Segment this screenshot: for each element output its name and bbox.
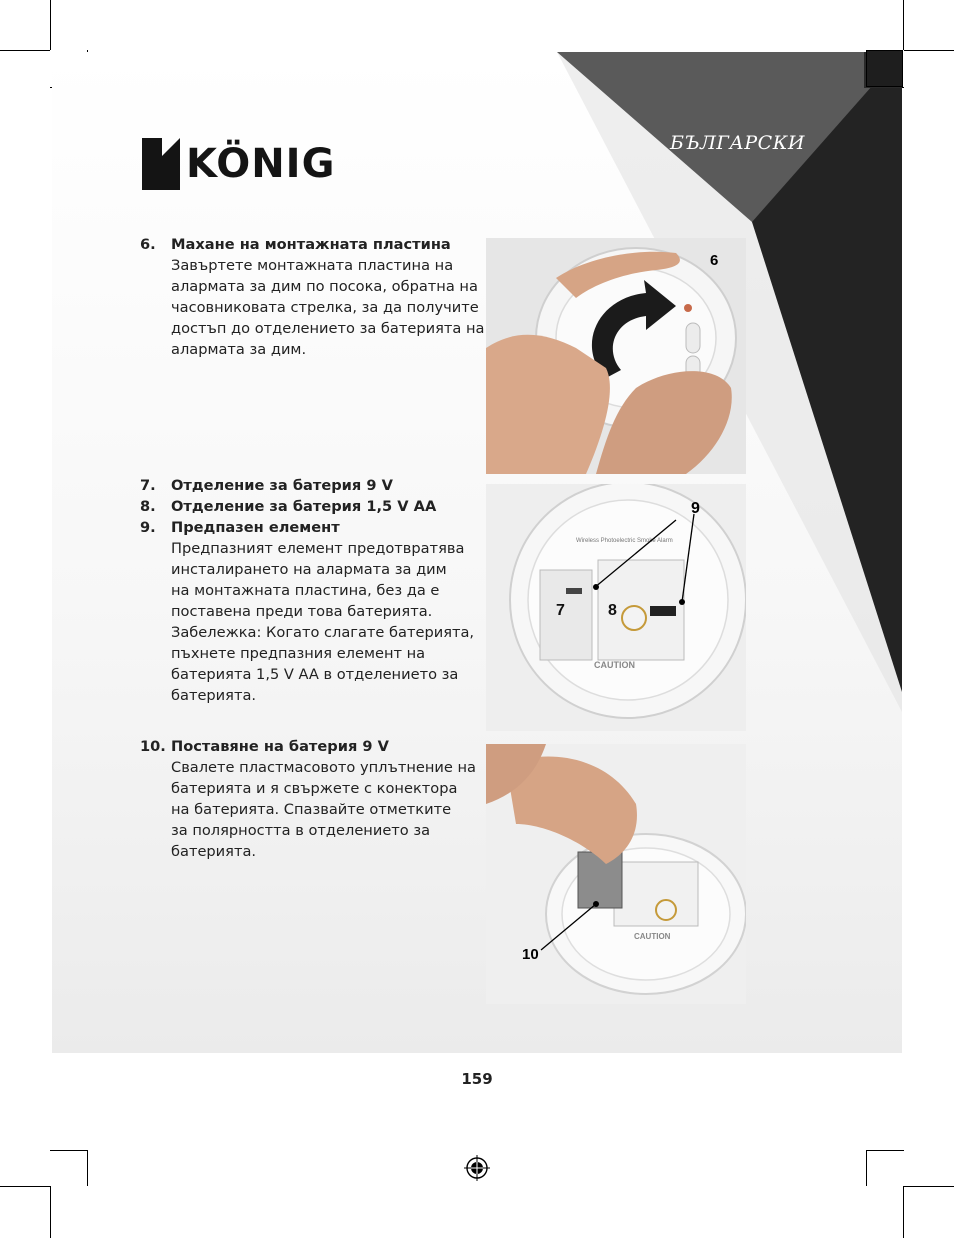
photo-label: 9 bbox=[691, 500, 700, 517]
photo-battery-compartments bbox=[486, 484, 746, 731]
step-text: алармата за дим. bbox=[171, 341, 307, 358]
corner-square bbox=[866, 50, 903, 87]
step-text: батерията. bbox=[171, 687, 257, 704]
step-text: пъхнете предпазния елемент на bbox=[171, 645, 426, 662]
step-number: 7. bbox=[140, 477, 156, 494]
step-text: за полярността в отделението за bbox=[171, 822, 431, 839]
step-title: Махане на монтажната пластина bbox=[171, 236, 451, 253]
photo-label: 6 bbox=[710, 252, 719, 269]
step-title: Поставяне на батерия 9 V bbox=[171, 738, 389, 755]
crop-mark bbox=[866, 1150, 904, 1151]
photo-illustration bbox=[486, 238, 746, 474]
crop-mark bbox=[50, 0, 51, 50]
step-title: Предпазен елемент bbox=[171, 519, 340, 536]
step-text: на монтажната пластина, без да е bbox=[171, 582, 440, 599]
brand-name: KÖNIG bbox=[186, 141, 336, 187]
step-text: батерията. bbox=[171, 843, 257, 860]
step-text: Предпазният елемент предотвратява bbox=[171, 540, 465, 557]
crop-mark bbox=[904, 50, 954, 51]
step-text: Свалете пластмасовото уплътнение на bbox=[171, 759, 476, 776]
crop-mark bbox=[0, 50, 50, 51]
caution-label: CAUTION bbox=[634, 932, 671, 941]
step-number: 10. bbox=[140, 738, 166, 755]
crop-mark bbox=[866, 1150, 867, 1186]
step-text: на батерията. Спазвайте отметките bbox=[171, 801, 452, 818]
step-number: 9. bbox=[140, 519, 156, 536]
step-text: Забележка: Когато слагате батерията, bbox=[171, 624, 475, 641]
photo-remove-mounting-plate bbox=[486, 238, 746, 474]
step-text: батерията 1,5 V AA в отделението за bbox=[171, 666, 459, 683]
registration-mark-icon bbox=[464, 1155, 490, 1181]
step-text: достъп до отделението за батерията на bbox=[171, 320, 485, 337]
crop-mark bbox=[87, 1150, 88, 1186]
crop-mark bbox=[0, 1186, 50, 1187]
step-text: батерията и я свържете с конектора bbox=[171, 780, 458, 797]
photo-label: 10 bbox=[522, 946, 539, 963]
step-text: поставена преди това батерията. bbox=[171, 603, 433, 620]
photo-insert-battery bbox=[486, 744, 746, 1004]
step-number: 8. bbox=[140, 498, 156, 515]
crop-mark bbox=[50, 1150, 88, 1151]
photo-label: 7 bbox=[556, 602, 565, 619]
caution-label: CAUTION bbox=[594, 660, 635, 670]
step-text: Завъртете монтажната пластина на bbox=[171, 257, 454, 274]
step-text: алармата за дим по посока, обратна на bbox=[171, 278, 478, 295]
crop-mark bbox=[50, 1186, 51, 1238]
svg-text:Wireless Photoelectric Smoke A: Wireless Photoelectric Smoke Alarm bbox=[576, 538, 673, 544]
language-label: БЪЛГАРСКИ bbox=[670, 132, 805, 154]
page-number: 159 bbox=[461, 1070, 493, 1088]
step-block-10 bbox=[140, 736, 476, 862]
crop-mark bbox=[903, 0, 904, 50]
step-title: Отделение за батерия 9 V bbox=[171, 477, 393, 494]
step-title: Отделение за батерия 1,5 V AA bbox=[171, 498, 437, 515]
step-text: часовниковата стрелка, за да получите bbox=[171, 299, 479, 316]
step-block-7-9 bbox=[140, 475, 474, 706]
step-number: 6. bbox=[140, 236, 156, 253]
crop-mark bbox=[904, 1186, 954, 1187]
step-block-6 bbox=[140, 234, 484, 360]
step-text: инсталирането на алармата за дим bbox=[171, 561, 447, 578]
crop-mark bbox=[903, 1186, 904, 1238]
photo-label: 8 bbox=[608, 602, 617, 619]
photo-illustration bbox=[486, 744, 746, 1004]
